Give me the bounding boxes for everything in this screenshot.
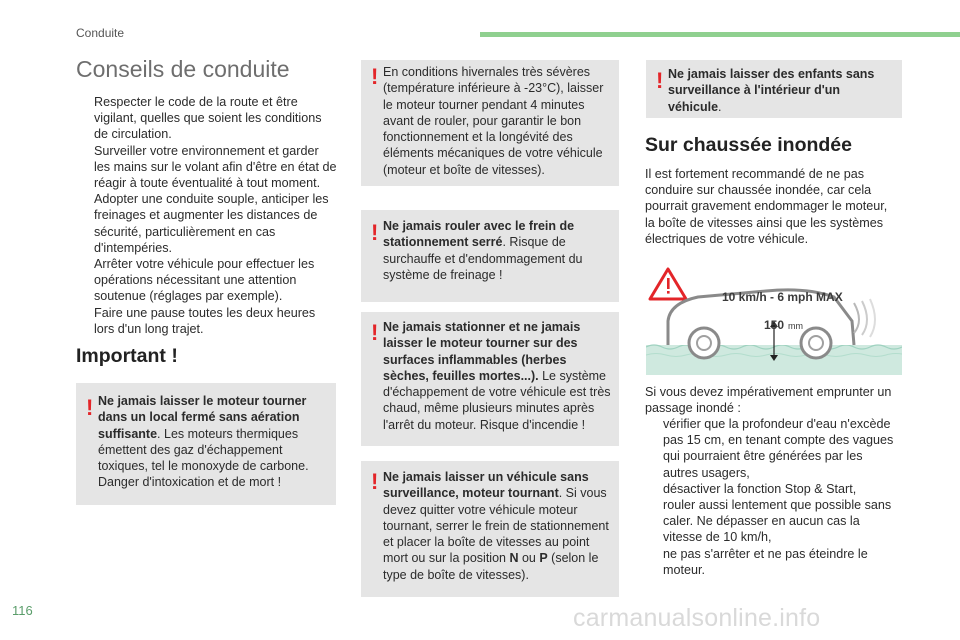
list-item: Adopter une conduite souple, anticiper les freinages et augmenter les distances de sécurité, particulièrement en cas d'intempéries. [94,192,329,255]
section-accent-bar [480,32,960,37]
watermark: carmanualsonline.info [573,604,821,632]
hazard-triangle-icon [650,269,686,299]
page-number: 116 [12,603,33,618]
flooded-road-paragraph: Il est fortement recommandé de ne pas conduire sur chaussée inondée, car cela pourrait gravement endommager le moteur, la boîte de vitesses ainsi que les systèmes électriques de votre véhicule. [645,167,888,246]
water-depth-unit: mm [788,321,803,331]
list-item: Arrêter votre véhicule pour effectuer les opérations nécessitant une attention soutenue (réglages par exemple). [94,257,315,304]
flooded-road-intro: Si vous devez impérativement emprunter un passage inondé : [645,385,892,416]
flooded-road-heading: Sur chaussée inondée [645,134,852,156]
warning-box-parking-brake: ! Ne jamais rouler avec le frein de stationnement serré. Risque de surchauffe et d'endommagement du système de freinage ! [361,210,619,302]
warning-exclamation-icon: ! [656,68,664,93]
warning-exclamation-icon: ! [371,469,379,494]
warning-box-unattended-vehicle: ! Ne jamais laisser un véhicule sans surveillance, moteur tournant. Si vous devez quitter votre véhicule moteur tournant, serrer le frein de stationnement et placer la boîte de vitesses au point mort ou sur la position N ou P (selon le type de boîte de vitesses). [361,461,619,597]
list-item: rouler aussi lentement que possible sans caler. Ne dépasser en aucun cas la vitesse de 10 km/h, [663,498,892,545]
section-label: Conduite [76,26,125,40]
list-item: Faire une pause toutes les deux heures lors d'un long trajet. [94,305,316,336]
warning-exclamation-icon: ! [371,220,379,245]
speed-limit-label: 10 km/h - 6 mph MAX [722,290,843,304]
warning-box-ventilation: ! Ne jamais laisser le moteur tourner dans un local fermé sans aération suffisante. Les moteurs thermiques émettent des gaz d'échappement toxiques, tel le monoxyde de carbone. Danger d'intoxication et de mort ! [76,383,336,505]
list-item: Respecter le code de la route et être vigilant, quelles que soient les conditions de circulation. [94,95,322,142]
warning-exclamation-icon: ! [371,64,379,89]
list-item: vérifier que la profondeur d'eau n'excède pas 15 cm, en tenant compte des vagues qui pourraient être générées par les autres usagers, [663,417,894,480]
warning-box-winter: ! En conditions hivernales très sévères (température inférieure à -23°C), laisser le moteur tourner pendant 4 minutes avant de rouler, pour garantir le bon fonctionnement et la longévité des éléments mécaniques de votre véhicule (moteur et boîte de vitesses). [361,60,619,186]
flooded-road-illustration [646,263,902,375]
driving-tips-list [76,94,338,337]
warning-exclamation-icon: ! [371,320,379,345]
important-heading: Important ! [76,345,178,367]
flooded-road-steps-list [645,416,899,578]
list-item: désactiver la fonction Stop & Start, [663,481,857,496]
warning-exclamation-icon: ! [86,395,94,420]
page-title: Conseils de conduite [76,56,290,82]
list-item: ne pas s'arrêter et ne pas éteindre le moteur. [663,546,868,577]
water-depth-value: 150 [764,318,785,332]
warning-box-children: ! Ne jamais laisser des enfants sans surveillance à l'intérieur d'un véhicule. [646,60,902,118]
warning-box-flammable: ! Ne jamais stationner et ne jamais laisser le moteur tourner sur des surfaces inflammables (herbes sèches, feuilles mortes...). Le système d'échappement de votre véhicule est très chaud, même plusieurs minutes après l'arrêt du moteur. Risque d'incendie ! [361,312,619,446]
list-item: Surveiller votre environnement et garder les mains sur le volant afin d'être en état de réagir à toute éventualité à tout moment. [94,143,337,191]
